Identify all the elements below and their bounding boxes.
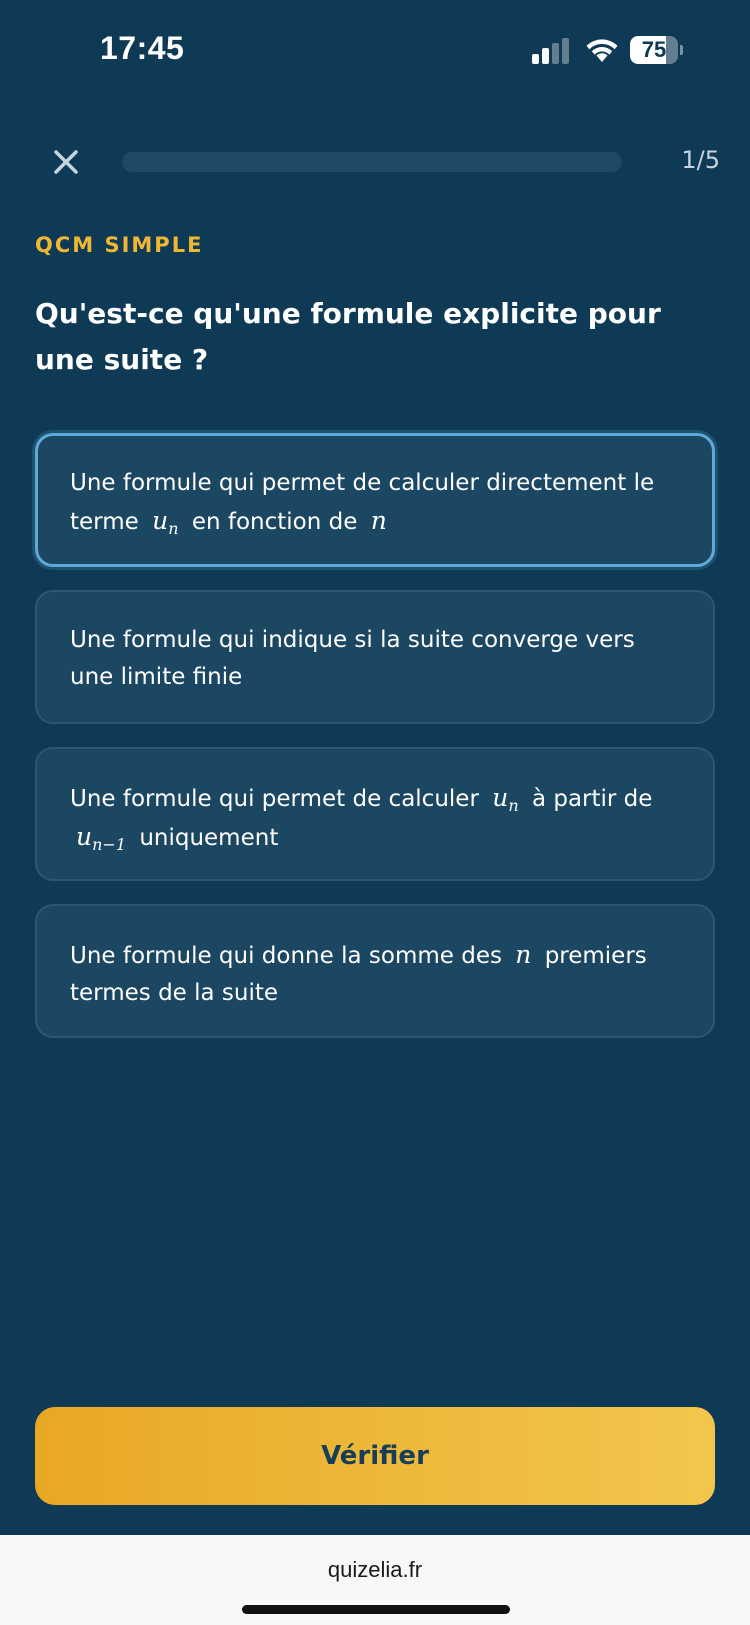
option-text: en fonction de	[191, 509, 358, 535]
wifi-icon	[584, 36, 620, 64]
status-bar	[0, 0, 750, 100]
answer-option-4[interactable]	[35, 904, 715, 1038]
browser-bottom-bar	[0, 1535, 750, 1625]
answer-option-3[interactable]	[35, 747, 715, 881]
close-icon	[53, 149, 79, 175]
option-text: Une formule qui donne la somme des	[70, 943, 502, 969]
math-base: u	[76, 822, 93, 851]
progress-total: 5	[704, 146, 720, 174]
battery-cap	[680, 45, 683, 55]
progress-counter	[660, 146, 720, 174]
url-label[interactable]: quizelia.fr	[327, 1557, 423, 1582]
math-subscript: n	[508, 796, 519, 815]
verify-button[interactable]: Vérifier	[35, 1407, 715, 1505]
math-term	[365, 506, 393, 535]
status-time: 17:45	[100, 30, 185, 66]
home-indicator[interactable]	[242, 1605, 510, 1614]
math-term	[146, 506, 184, 538]
question-type-label: QCM SIMPLE	[35, 233, 204, 257]
option-text: uniquement	[139, 825, 279, 851]
option-text: Une formule qui permet de calculer directement le terme	[70, 470, 655, 535]
progress-current: 1	[681, 146, 697, 174]
question-text: Qu'est-ce qu'une formule explicite pour une suite ?	[35, 297, 661, 376]
close-button[interactable]	[46, 142, 86, 182]
answer-option-1[interactable]	[35, 433, 715, 567]
math-base: u	[152, 506, 169, 535]
option-text: Une formule qui indique si la suite converge vers une limite finie	[70, 627, 635, 690]
option-text: à partir de	[531, 786, 653, 812]
math-base: n	[515, 940, 532, 969]
option-text: premiers termes de la suite	[70, 943, 647, 1006]
option-text: Une formule qui permet de calculer	[70, 786, 479, 812]
progress-bar	[122, 152, 622, 172]
progress-separator: /	[696, 146, 705, 174]
answer-option-2[interactable]	[35, 590, 715, 724]
math-base: n	[370, 506, 387, 535]
math-term	[509, 940, 537, 969]
math-term	[486, 783, 524, 815]
battery-level: 75	[641, 37, 667, 62]
math-base: u	[492, 783, 509, 812]
battery-icon	[630, 36, 682, 64]
math-term	[70, 822, 132, 854]
battery-body	[630, 36, 678, 64]
signal-icon	[532, 38, 570, 64]
math-subscript: n	[168, 519, 179, 538]
math-subscript: n−1	[92, 835, 126, 854]
